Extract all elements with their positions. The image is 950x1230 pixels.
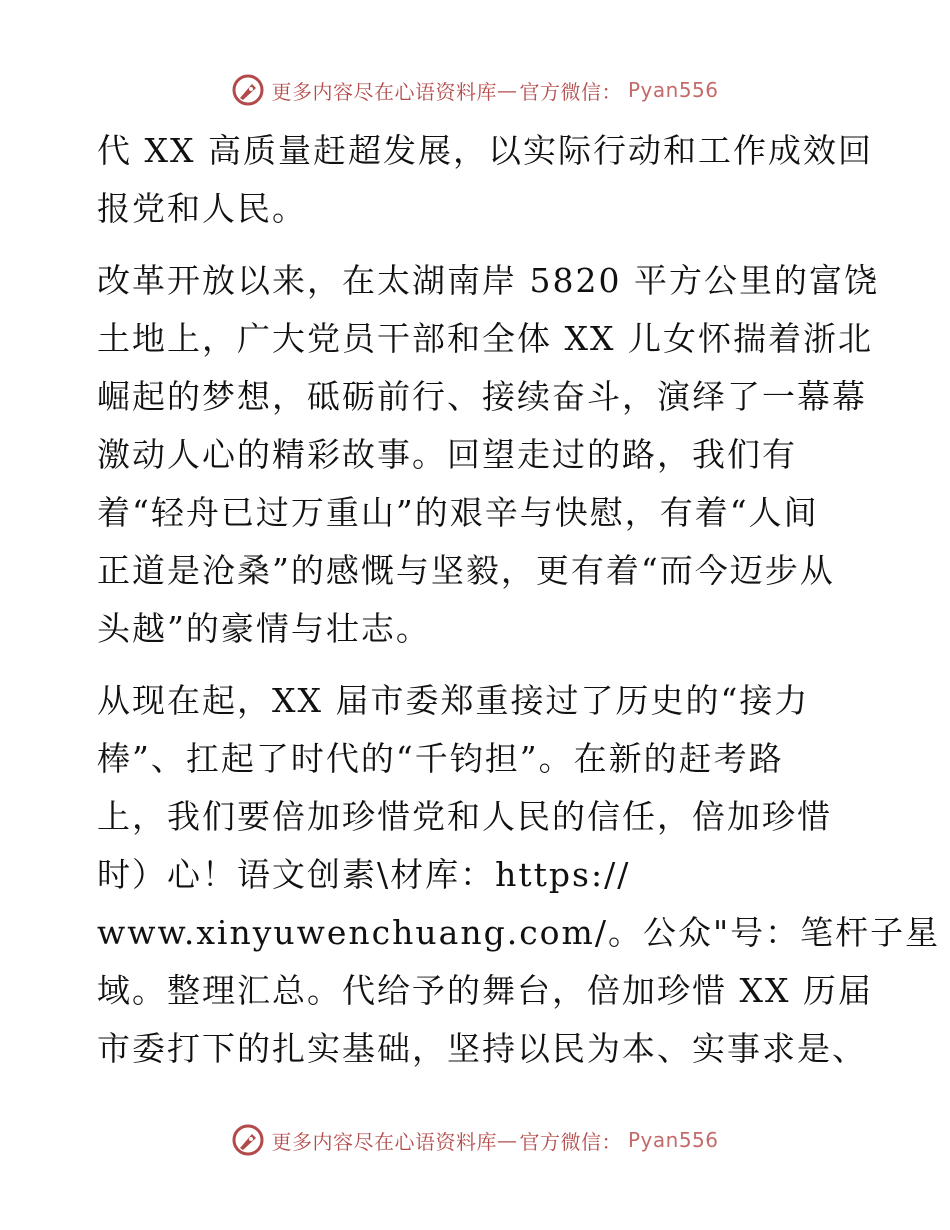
pen-nib-logo-icon: [231, 1123, 265, 1157]
watermark-wechat-id: Pyan556: [627, 1128, 719, 1152]
header-watermark: [0, 70, 950, 110]
watermark-wechat-label: 官方微信：: [519, 1129, 622, 1154]
text-line: 着“轻舟已过万重山”的艰辛与快慰，有着“人间: [97, 493, 819, 532]
paragraph-3: [97, 672, 941, 1078]
text-line: 激动人心的精彩故事。回望走过的路，我们有: [97, 435, 797, 474]
pen-nib-logo-icon: [231, 73, 265, 107]
text-line: 域。整理汇总。代给予的舞台，倍加珍惜 XX 历届: [97, 971, 873, 1010]
text-line: 从现在起，XX 届市委郑重接过了历史的“接力: [97, 681, 810, 720]
text-line: 时）心！语文创素\材库：https://: [97, 855, 631, 894]
watermark-separator: —: [496, 78, 518, 102]
watermark-site-text: 更多内容尽在心语资料库: [271, 1129, 497, 1154]
watermark-separator: —: [496, 1128, 518, 1152]
text-line: 市委打下的扎实基础，坚持以民为本、实事求是、: [97, 1029, 867, 1068]
document-body: [97, 122, 941, 1078]
watermark-wechat-label: 官方微信：: [519, 79, 622, 104]
text-line: 上，我们要倍加珍惜党和人民的信任，倍加珍惜: [97, 797, 832, 836]
text-line: 棒”、扛起了时代的“千钧担”。在新的赶考路: [97, 739, 784, 778]
watermark-wechat-id: Pyan556: [627, 78, 719, 102]
text-line: 代 XX 高质量赶超发展，以实际行动和工作成效回: [97, 131, 873, 170]
text-line: 头越”的豪情与壮志。: [97, 609, 431, 648]
watermark-site-text: 更多内容尽在心语资料库: [271, 79, 497, 104]
footer-watermark: [0, 1120, 950, 1160]
text-line: 报党和人民。: [97, 189, 307, 228]
paragraph-2: [97, 252, 879, 658]
text-line: 改革开放以来，在太湖南岸 5820 平方公里的富饶: [97, 261, 879, 300]
text-line: www.xinyuwenchuang.com/。公众"号：笔杆子星: [97, 913, 941, 952]
paragraph-1: [97, 122, 873, 238]
text-line: 崛起的梦想，砥砺前行、接续奋斗，演绎了一幕幕: [97, 377, 867, 416]
text-line: 正道是沧桑”的感慨与坚毅，更有着“而今迈步从: [97, 551, 835, 590]
text-line: 土地上，广大党员干部和全体 XX 儿女怀揣着浙北: [97, 319, 873, 358]
